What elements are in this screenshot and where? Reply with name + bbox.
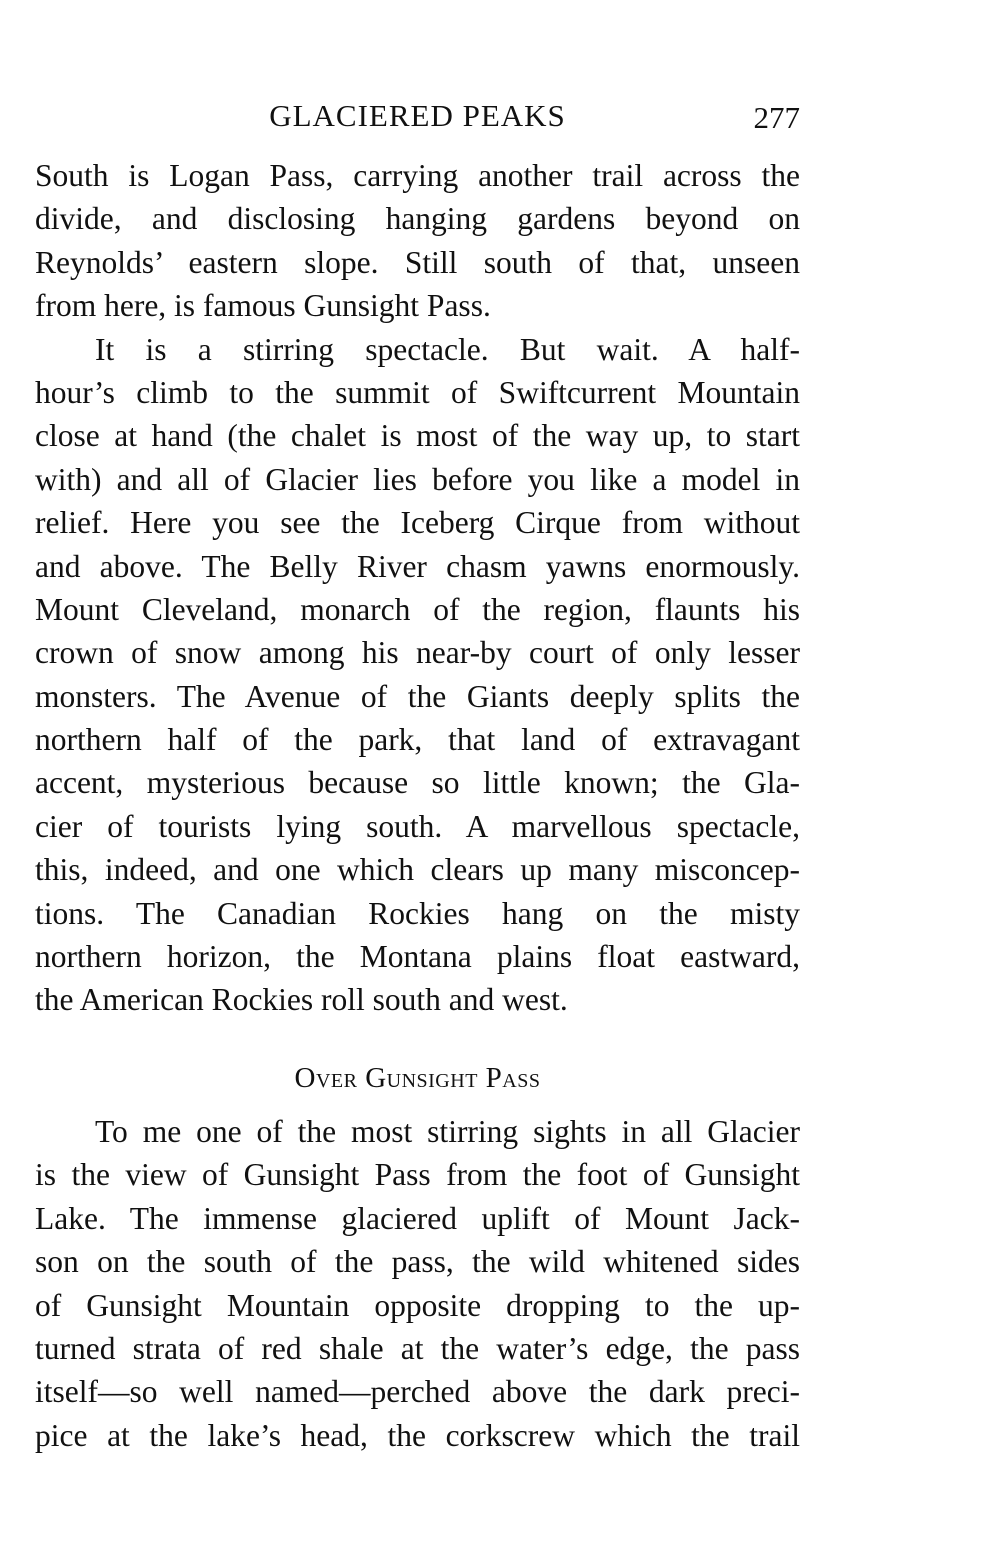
text-line: hour’s climb to the summit of Swiftcurrent Mountain [35,374,800,410]
text-line: the American Rockies roll south and west. [35,982,568,1018]
body-text-upper [35,154,800,1022]
text-line: crown of snow among his near-by court of only lesser [35,635,800,671]
text-line: close at hand (the chalet is most of the way up, to start [35,418,800,454]
text-line: Reynolds’ eastern slope. Still south of that, unseen [35,244,800,280]
text-line: To me one of the most stirring sights in all Glacier [95,1114,800,1149]
body-text-lower [35,1110,800,1457]
section-heading: Over Gunsight Pass [294,1062,541,1094]
text-line: itself—so well named—perched above the dark preci- [35,1374,800,1410]
text-line: monsters. The Avenue of the Giants deeply splits the [35,678,800,714]
text-line: accent, mysterious because so little known; the Gla- [35,765,800,801]
text-line: is the view of Gunsight Pass from the foot of Gunsight [35,1157,800,1193]
text-line: pice at the lake’s head, the corkscrew which the trail [35,1417,800,1453]
text-line: this, indeed, and one which clears up many misconcep- [35,852,800,888]
text-line: son on the south of the pass, the wild whitened sides [35,1244,800,1280]
text-line: northern half of the park, that land of extravagant [35,722,800,758]
text-line: relief. Here you see the Iceberg Cirque from without [35,505,800,541]
page-number: 277 [753,100,800,135]
text-line: turned strata of red shale at the water’s edge, the pass [35,1330,800,1366]
running-head [35,96,800,136]
text-line: It is a stirring spectacle. But wait. A half- [95,331,800,367]
text-line: cier of tourists lying south. A marvellous spectacle, [35,808,800,844]
text-line: northern horizon, the Montana plains float eastward, [35,939,800,975]
text-line: South is Logan Pass, carrying another trail across the [35,158,800,193]
text-line: Mount Cleveland, monarch of the region, flaunts his [35,591,800,627]
text-line: and above. The Belly River chasm yawns enormously. [35,548,800,584]
running-title: GLACIERED PEAKS [269,98,566,133]
text-line: Lake. The immense glaciered uplift of Mount Jack- [35,1200,800,1236]
text-line: from here, is famous Gunsight Pass. [35,288,491,324]
text-line: tions. The Canadian Rockies hang on the misty [35,895,800,931]
text-line: of Gunsight Mountain opposite dropping to the up- [35,1287,800,1323]
text-line: with) and all of Glacier lies before you like a model in [35,461,800,497]
text-line: divide, and disclosing hanging gardens beyond on [35,201,800,237]
